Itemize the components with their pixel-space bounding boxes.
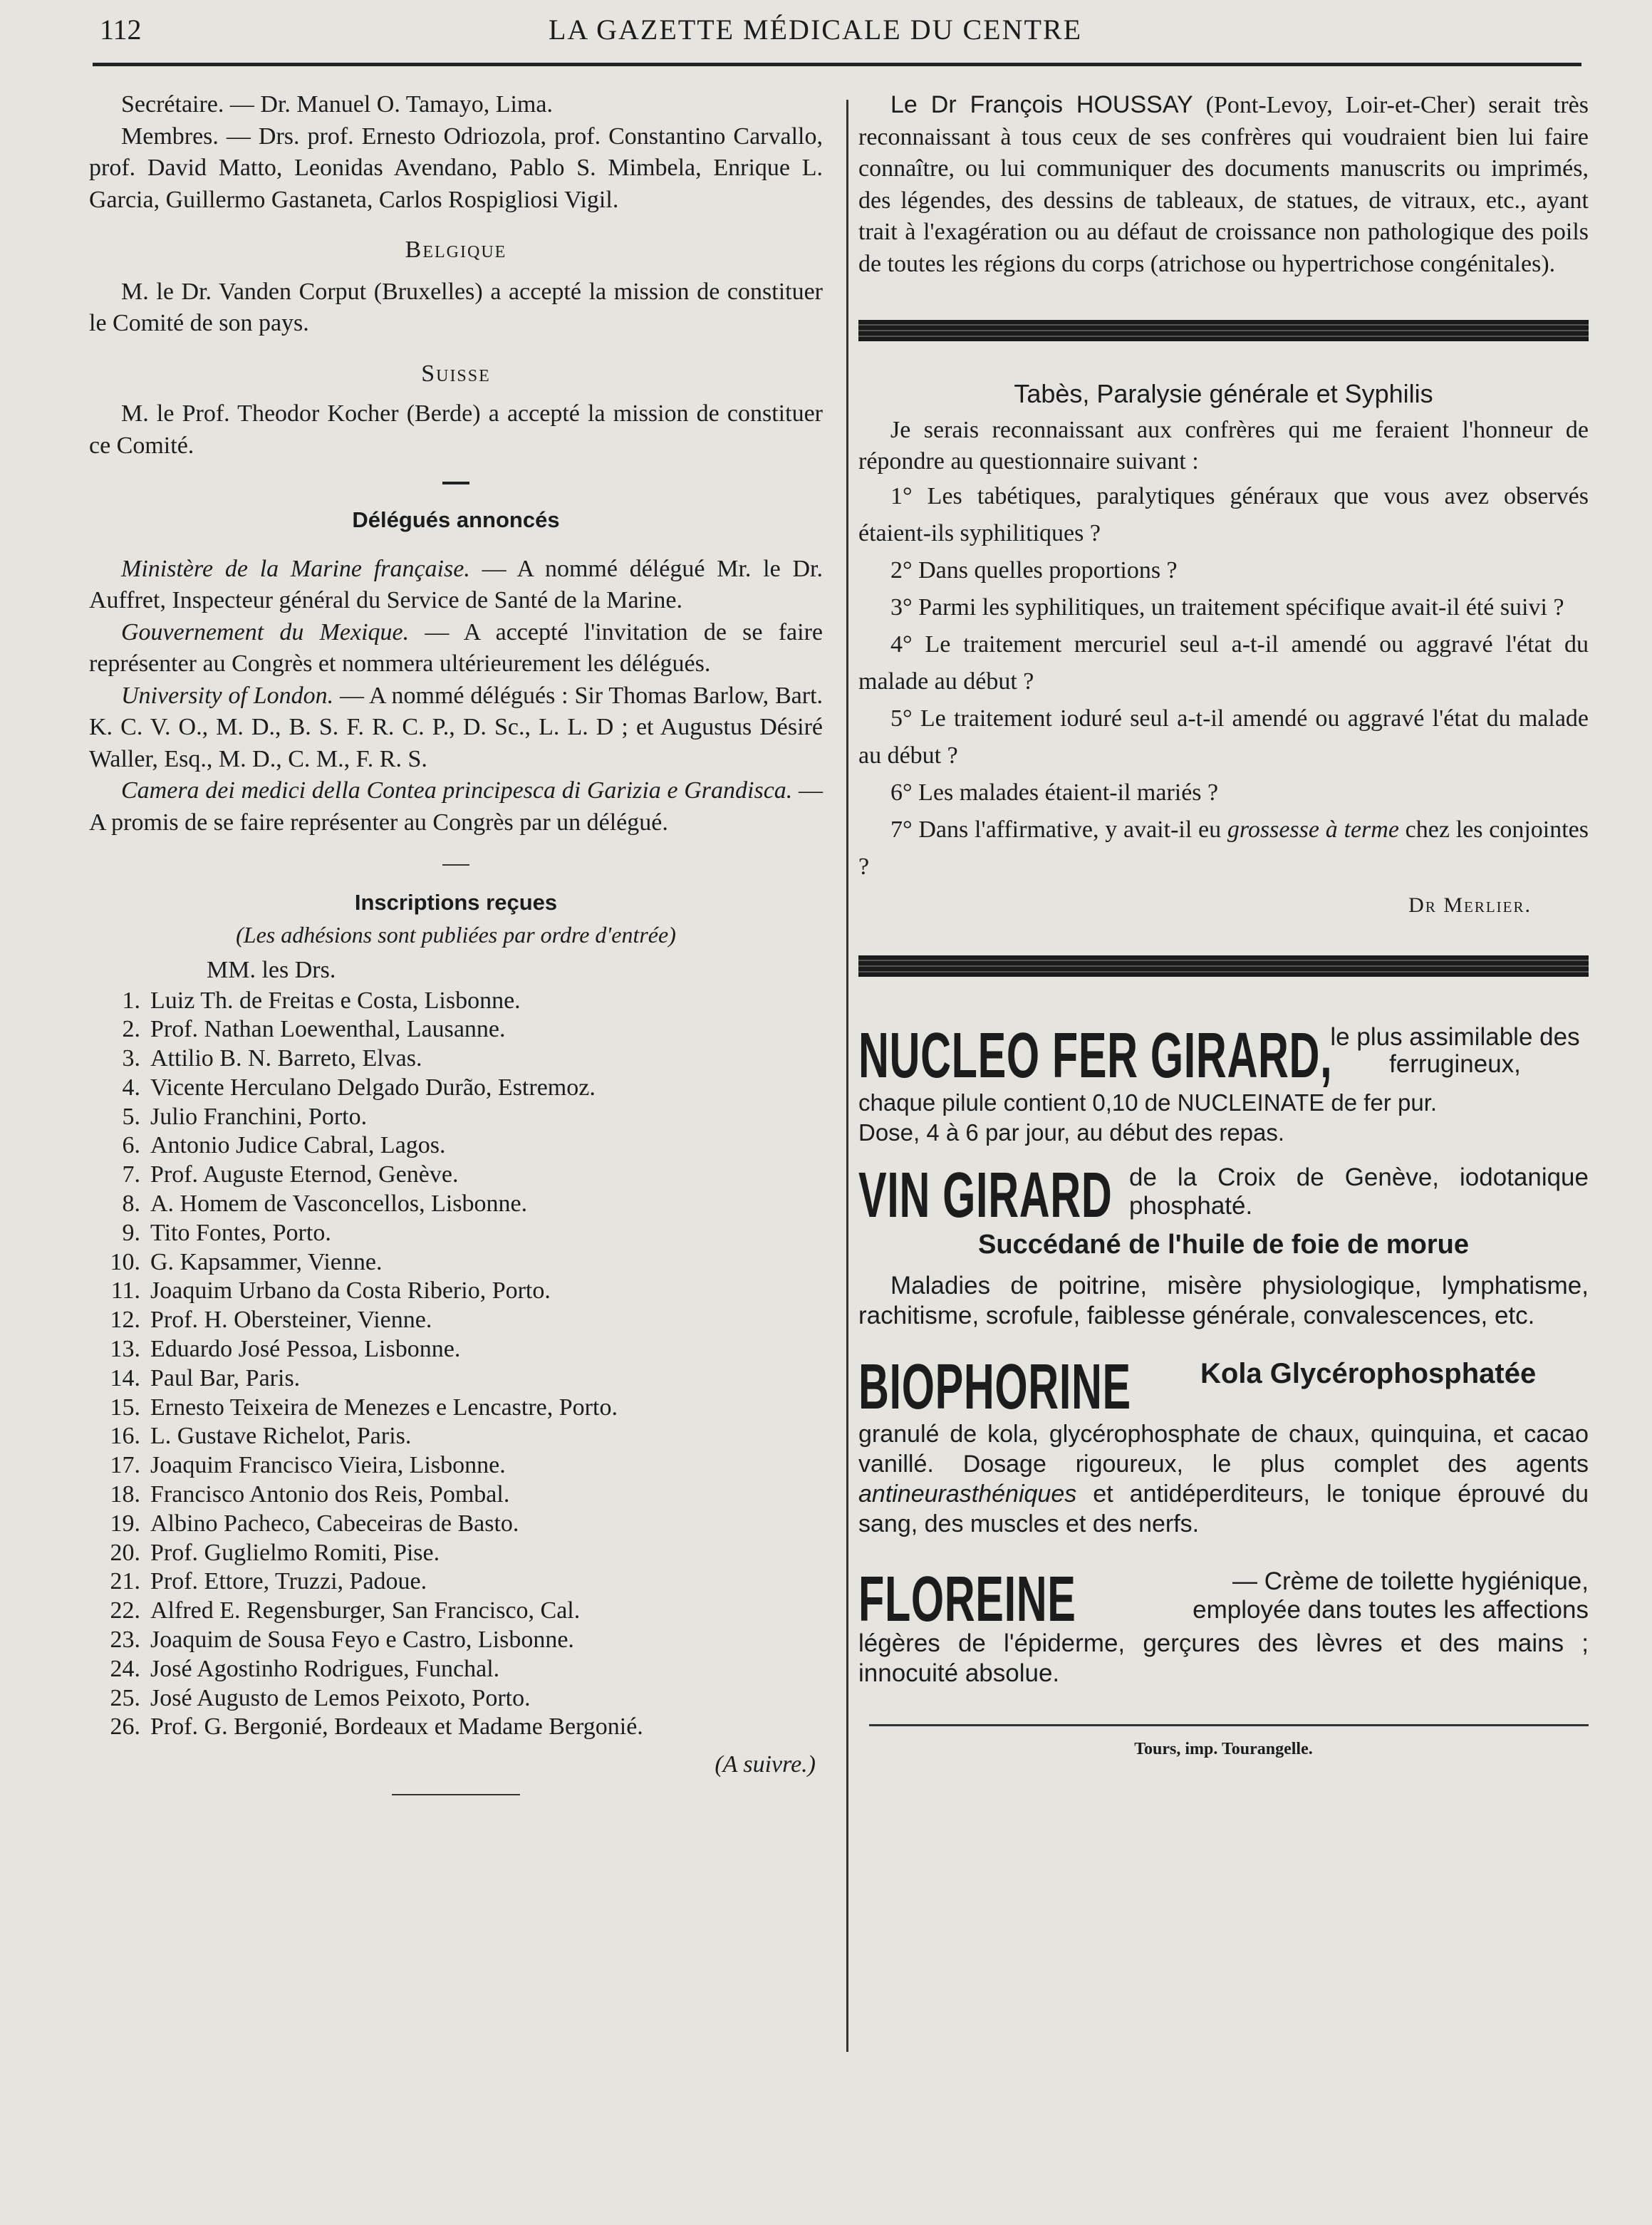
tabes-intro: Je serais reconnaissant aux confrères qui me feraient l'honneur de répondre au questionnaire suivant : — [858, 416, 1589, 474]
list-item: 24. José Agostinho Rodrigues, Funchal. — [110, 1655, 500, 1682]
ad-vin-text: Maladies de poitrine, misère physiologique, lymphatisme, rachitisme, scrofule, faiblesse générale, convalescences, etc. — [858, 1271, 1589, 1329]
brand-floreine: FLOREINE — [858, 1563, 1076, 1635]
houssay-name: Le Dr François HOUSSAY — [890, 91, 1193, 118]
delegue-entry: Ministère de la Marine française. — A nommé délégué Mr. le Dr. Auffret, Inspecteur général du Service de Santé de la Marine. — [89, 555, 823, 613]
suisse-text: M. le Prof. Theodor Kocher (Berde) a accepté la mission de constituer ce Comité. — [89, 400, 823, 459]
delegues-heading: Délégués annoncés — [352, 507, 560, 532]
list-item: 15. Ernesto Teixeira de Menezes e Lencastre, Porto. — [110, 1394, 618, 1421]
list-item: 14. Paul Bar, Paris. — [110, 1364, 301, 1391]
brand-nucleo-fer-girard: NUCLEO FER GIRARD, — [858, 1020, 1333, 1091]
question: 3° Parmi les syphilitiques, un traitement spécifique avait-il été suivi ? — [890, 593, 1564, 621]
belgique-text: M. le Dr. Vanden Corput (Bruxelles) a accepté la mission de constituer le Comité de son pays. — [89, 278, 823, 336]
list-item: 13. Eduardo José Pessoa, Lisbonne. — [110, 1336, 461, 1363]
question: 5° Le traitement ioduré seul a-t-il amendé ou aggravé l'état du malade au début ? — [858, 705, 1589, 769]
a-suivre: (A suivre.) — [715, 1751, 816, 1778]
list-item: 19. Albino Pacheco, Cabeceiras de Basto. — [110, 1510, 519, 1537]
list-item: 8. A. Homem de Vasconcellos, Lisbonne. — [122, 1191, 528, 1218]
ad-flor-text: légères de l'épiderme, gerçures des lèvres et des mains ; innocuité absolue. — [858, 1629, 1589, 1687]
brand-vin-girard: VIN GIRARD — [858, 1160, 1113, 1231]
list-item: 26. Prof. G. Bergonié, Bordeaux et Madame Bergonié. — [110, 1713, 643, 1741]
list-item: 11. Joaquim Urbano da Costa Riberio, Porto. — [110, 1277, 551, 1305]
printer-imprint: Tours, imp. Tourangelle. — [1134, 1739, 1313, 1758]
right-column — [858, 89, 1589, 1765]
list-item: 3. Attilio B. N. Barreto, Elvas. — [122, 1045, 422, 1072]
running-head: LA GAZETTE MÉDICALE DU CENTRE — [549, 14, 1083, 46]
list-item: 17. Joaquim Francisco Vieira, Lisbonne. — [110, 1452, 506, 1479]
ad-vin-girard — [858, 1160, 1589, 1331]
ad-vin-heading: Succédané de l'huile de foie de morue — [978, 1230, 1469, 1260]
list-item: 23. Joaquim de Sousa Feyo e Castro, Lisbonne. — [110, 1627, 574, 1654]
list-item: 21. Prof. Ettore, Truzzi, Padoue. — [110, 1568, 427, 1595]
ad-bio-side: Kola Glycérophosphatée — [1200, 1357, 1537, 1389]
ad-nucleo-side: le plus assimilable des ferrugineux, — [1330, 1023, 1580, 1078]
list-item: 16. L. Gustave Richelot, Paris. — [110, 1423, 412, 1450]
question: 1° Les tabétiques, paralytiques généraux que vous avez observés étaient-ils syphilitiques ? — [858, 482, 1589, 546]
left-column — [89, 89, 823, 1795]
inscriptions-intro: MM. les Drs. — [207, 957, 336, 983]
houssay-notice: Le Dr François HOUSSAY (Pont-Levoy, Loir-et-Cher) serait très reconnaissant à tous ceux de ses confrères qui voudraient bien lui faire connaître, ou lui communiquer des documents manuscrits ou imprimés, des légendes, des dessins de tableaux, de statues, de vitraux, etc., ayant trait à l'exagération ou au défaut de croissance non pathologique des poils de toutes les régions du corps (atrichose ou hypertrichose congénitales). — [858, 91, 1589, 277]
peru-secretary: Secrétaire. — Dr. Manuel O. Tamayo, Lima. — [121, 91, 553, 118]
ad-flor-side: — Crème de toilette hygiénique, employée dans toutes les affections — [1193, 1567, 1589, 1624]
list-item: 7. Prof. Auguste Eternod, Genève. — [122, 1161, 459, 1188]
list-item: 5. Julio Franchini, Porto. — [122, 1103, 368, 1130]
brand-biophorine: BIOPHORINE — [858, 1351, 1131, 1423]
delegue-entry: University of London. — A nommé délégués : Sir Thomas Barlow, Bart. K. C. V. O., M. D., B. S. F. R. C. P., D. Sc., L. L. D ; et Augustus Désiré Waller, Esq., M. D., C. M., F. R. S. — [89, 682, 824, 772]
ad-nucleo-line1: chaque pilule contient 0,10 de NUCLEINATE de fer pur. — [858, 1089, 1438, 1116]
list-item: 20. Prof. Guglielmo Romiti, Pise. — [110, 1539, 440, 1566]
delegues-list — [89, 554, 823, 839]
question: 4° Le traitement mercuriel seul a-t-il amendé ou aggravé l'état du malade au début ? — [858, 631, 1589, 695]
inscriptions-note: (Les adhésions sont publiées par ordre d'entrée) — [236, 921, 676, 948]
belgique-heading: Belgique — [405, 237, 507, 263]
heavy-rule — [858, 955, 1589, 977]
ad-nucleo-line2: Dose, 4 à 6 par jour, au début des repas. — [858, 1119, 1285, 1146]
page-number: 112 — [100, 14, 142, 46]
section-dash — [442, 864, 469, 866]
ad-bio-text: granulé de kola, glycérophosphate de chaux, quinquina, et cacao vanillé. Dosage rigoureux, le plus complet des agents antineurasthéniques et antidéperditeurs, le tonique éprouvé du sang, des muscles et des nerfs. — [858, 1420, 1589, 1537]
delegue-entry: Camera dei medici della Contea principesca di Garizia e Grandisca. — A promis de se faire représenter au Congrès par un délégué. — [89, 777, 824, 836]
inscriptions-list — [89, 987, 823, 1743]
ad-floreine — [858, 1563, 1589, 1689]
list-item: 22. Alfred E. Regensburger, San Francisco, Cal. — [110, 1597, 581, 1624]
list-item: 9. Tito Fontes, Porto. — [122, 1219, 331, 1246]
list-item: 18. Francisco Antonio dos Reis, Pombal. — [110, 1481, 510, 1508]
delegue-entry: Gouvernement du Mexique. — A accepté l'invitation de se faire représenter au Congrès et nommera ultérieurement les délégués. — [89, 618, 823, 677]
ad-nucleo-fer-girard — [858, 1020, 1589, 1148]
column-rule — [846, 100, 848, 2052]
list-item: 6. Antonio Judice Cabral, Lagos. — [122, 1132, 446, 1159]
ad-vin-side: de la Croix de Genève, iodotanique phosphaté. — [1129, 1163, 1589, 1220]
question: 6° Les malades étaient-il mariés ? — [890, 779, 1219, 806]
heavy-rule — [858, 320, 1589, 341]
suisse-heading: Suisse — [421, 360, 491, 387]
list-item: 25. José Augusto de Lemos Peixoto, Porto. — [110, 1684, 531, 1711]
peru-members: Membres. — Drs. prof. Ernesto Odriozola, prof. Constantino Carvallo, prof. David Matto, Leonidas Avendano, Pablo S. Mimbela, Enrique L. Garcia, Guillermo Gastaneta, Carlos Rospigliosi Vigil. — [89, 123, 823, 213]
list-item: 10. G. Kapsammer, Vienne. — [110, 1248, 383, 1275]
tabes-heading: Tabès, Paralysie générale et Syphilis — [1014, 379, 1433, 408]
questionnaire — [858, 478, 1589, 886]
list-item: 4. Vicente Herculano Delgado Durão, Estremoz. — [122, 1074, 596, 1101]
list-item: 12. Prof. H. Obersteiner, Vienne. — [110, 1307, 432, 1334]
section-dash — [442, 482, 469, 484]
list-item: 1. Luiz Th. de Freitas e Costa, Lisbonne. — [122, 987, 521, 1014]
question: 7° Dans l'affirmative, y avait-il eu grossesse à terme chez les conjointes ? — [858, 816, 1589, 880]
header-rule — [93, 63, 1581, 66]
ad-biophorine — [858, 1351, 1589, 1539]
question: 2° Dans quelles proportions ? — [890, 556, 1178, 584]
end-rule — [392, 1794, 520, 1795]
list-item: 2. Prof. Nathan Loewenthal, Lausanne. — [122, 1016, 506, 1043]
bottom-rule — [869, 1724, 1589, 1726]
inscriptions-heading: Inscriptions reçues — [354, 890, 558, 915]
signature: Dr Merlier. — [1408, 893, 1532, 917]
